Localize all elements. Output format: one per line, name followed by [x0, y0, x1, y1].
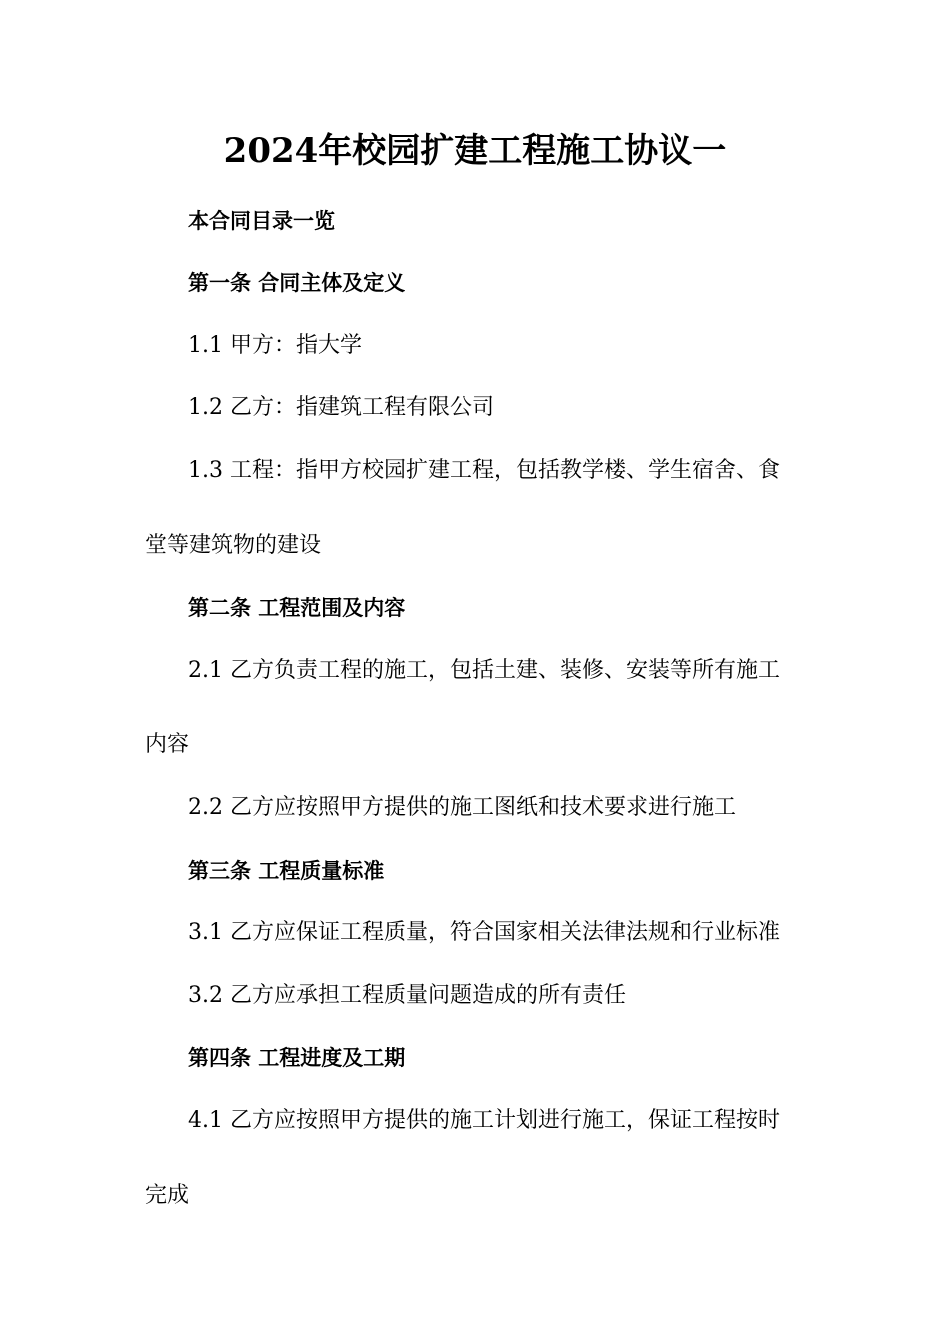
article-1-heading: 第一条 合同主体及定义: [188, 271, 406, 295]
article-1-item-2: 1.2 乙方：指建筑工程有限公司: [188, 395, 494, 420]
article-3-item-2: 3.2 乙方应承担工程质量问题造成的所有责任: [188, 983, 626, 1008]
article-2-item-1: 2.1 乙方负责工程的施工，包括土建、装修、安装等所有施工: [188, 658, 780, 683]
document-title: 2024年校园扩建工程施工协议一: [223, 131, 727, 171]
article-1-item-3-continued: 堂等建筑物的建设: [145, 533, 322, 558]
article-4-heading: 第四条 工程进度及工期: [188, 1046, 406, 1070]
article-2-item-1-continued: 内容: [145, 732, 190, 757]
article-3-heading: 第三条 工程质量标准: [188, 859, 385, 883]
article-1-item-1: 1.1 甲方：指大学: [188, 333, 362, 358]
article-4-item-1: 4.1 乙方应按照甲方提供的施工计划进行施工，保证工程按时: [188, 1108, 780, 1133]
article-2-heading: 第二条 工程范围及内容: [188, 596, 406, 620]
toc-heading: 本合同目录一览: [188, 209, 335, 233]
article-1-item-3: 1.3 工程：指甲方校园扩建工程，包括教学楼、学生宿舍、食: [188, 458, 780, 483]
article-4-item-1-continued: 完成: [145, 1183, 190, 1208]
article-3-item-1: 3.1 乙方应保证工程质量，符合国家相关法律法规和行业标准: [188, 920, 780, 945]
article-2-item-2: 2.2 乙方应按照甲方提供的施工图纸和技术要求进行施工: [188, 795, 736, 820]
